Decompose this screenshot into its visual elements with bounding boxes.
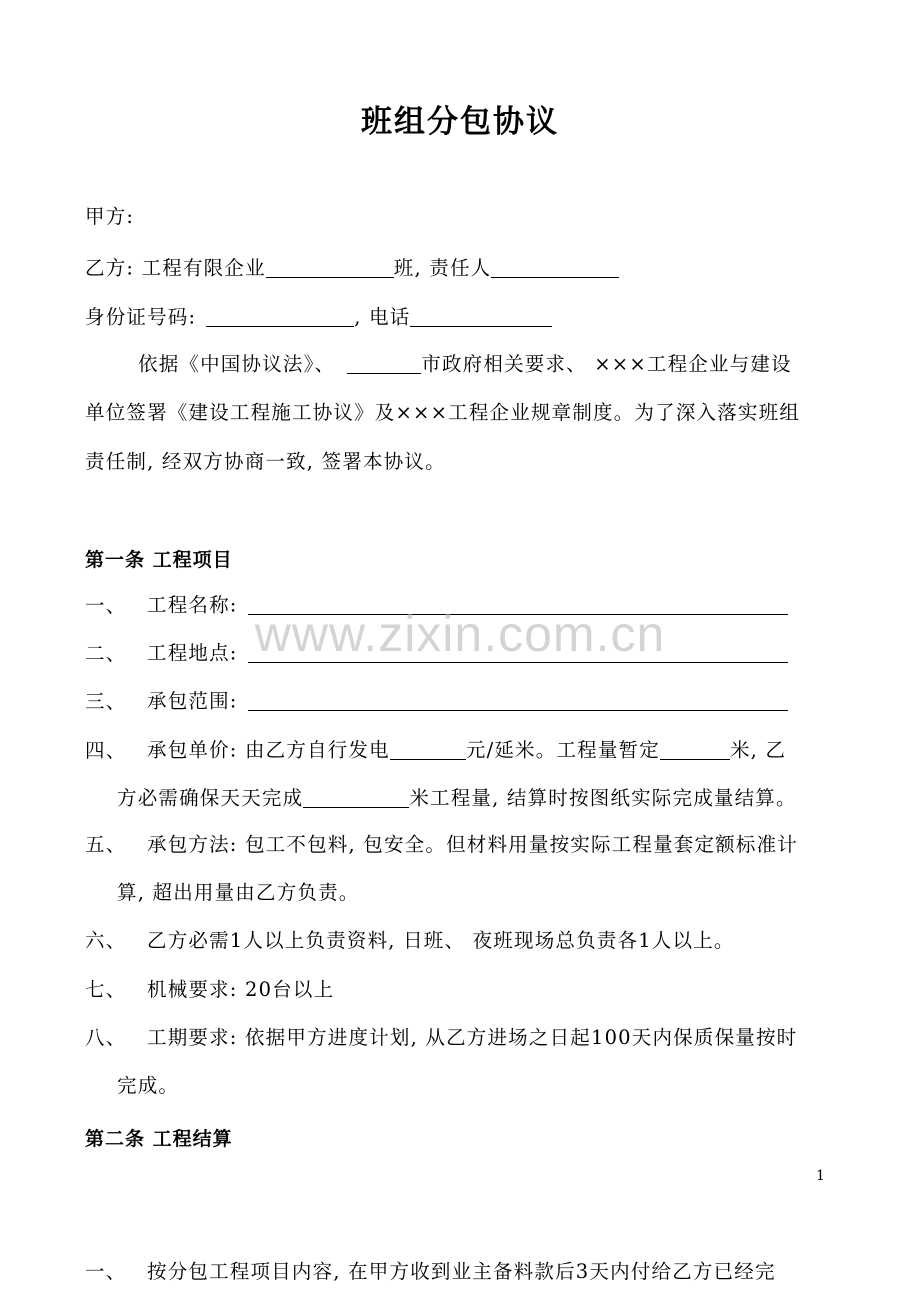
article-1-item-5-cont: 算, 超出用量由乙方负责。 <box>117 881 360 904</box>
article-1-item-7 <box>85 980 334 1000</box>
article-1-item-4-cont <box>117 787 797 808</box>
item-label: 工程名称: <box>147 593 238 617</box>
id-label: 身份证号码: <box>85 305 197 329</box>
intro-text-a: 依据《中国协议法》、 <box>138 352 336 376</box>
team-blank <box>266 257 394 278</box>
intro-line-2: 单位签署《建设工程施工协议》及×××工程企业规章制度。为了深入落实班组 <box>85 401 801 424</box>
item-label: 工程地点: <box>147 641 238 665</box>
page-number: 1 <box>816 1168 825 1184</box>
item-number: 八、 <box>85 1026 127 1049</box>
responsible-label: 班, 责任人 <box>393 256 492 280</box>
item-number: 三、 <box>85 689 127 713</box>
city-blank <box>347 353 421 374</box>
id-blank <box>206 306 354 327</box>
article-1-item-5 <box>85 835 798 855</box>
item-text-b: 元/延米。工程量暂定 <box>465 738 660 762</box>
intro-line-1 <box>138 353 792 374</box>
item-text-c: 米, 乙 <box>729 738 787 762</box>
item-number: 二、 <box>85 641 127 665</box>
article-1-item-3 <box>85 690 788 711</box>
article-1-item-4 <box>85 739 786 760</box>
item-text: 乙方必需1人以上负责资料, 日班、 夜班现场总负责各1人以上。 <box>147 929 735 952</box>
item-text: 承包方法: 包工不包料, 包安全。但材料用量按实际工程量套定额标准计 <box>147 833 798 856</box>
party-b-line <box>85 257 619 278</box>
item-text-a: 承包单价: 由乙方自行发电 <box>147 738 390 762</box>
item-number: 七、 <box>85 978 127 1001</box>
party-b-label: 乙方: 工程有限企业 <box>85 256 266 280</box>
item-text: 工期要求: 依据甲方进度计划, 从乙方进场之日起100天内保质保量按时 <box>147 1026 798 1049</box>
phone-blank <box>410 306 552 327</box>
article-1-item-6 <box>85 931 735 951</box>
article-1-heading: 第一条 工程项目 <box>85 549 233 571</box>
item-text: 按分包工程项目内容, 在甲方收到业主备料款后3天内付给乙方已经完 <box>147 1260 776 1283</box>
item-label: 承包范围: <box>147 689 238 713</box>
article-2-heading: 第二条 工程结算 <box>85 1128 233 1150</box>
article-2-item-1 <box>85 1262 776 1282</box>
article-1-item-8 <box>85 1028 797 1048</box>
item-number: 六、 <box>85 929 127 952</box>
unit-price-blank <box>390 739 466 760</box>
item-number: 四、 <box>85 738 127 762</box>
quantity-blank <box>660 739 730 760</box>
party-a-line: 甲方: <box>85 205 135 228</box>
daily-quantity-blank <box>303 787 409 808</box>
phone-label: , 电话 <box>354 305 411 329</box>
watermark: www.zixin.com.cn <box>254 606 666 662</box>
document-title: 班组分包协议 <box>361 104 559 140</box>
id-phone-line <box>85 306 552 327</box>
item-number: 一、 <box>85 1260 127 1283</box>
item-cont-a: 方必需确保天天完成 <box>117 786 304 810</box>
item-number: 五、 <box>85 833 127 856</box>
responsible-blank <box>491 257 619 278</box>
contract-scope-blank <box>248 690 788 711</box>
item-text: 机械要求: 20台以上 <box>147 978 335 1001</box>
intro-text-b: 市政府相关要求、 ×××工程企业与建设 <box>421 352 792 376</box>
intro-line-3: 责任制, 经双方协商一致, 签署本协议。 <box>85 450 446 473</box>
item-cont-b: 米工程量, 结算时按图纸实际完成量结算。 <box>409 786 797 810</box>
item-number: 一、 <box>85 593 127 617</box>
article-1-item-8-cont: 完成。 <box>117 1074 180 1097</box>
